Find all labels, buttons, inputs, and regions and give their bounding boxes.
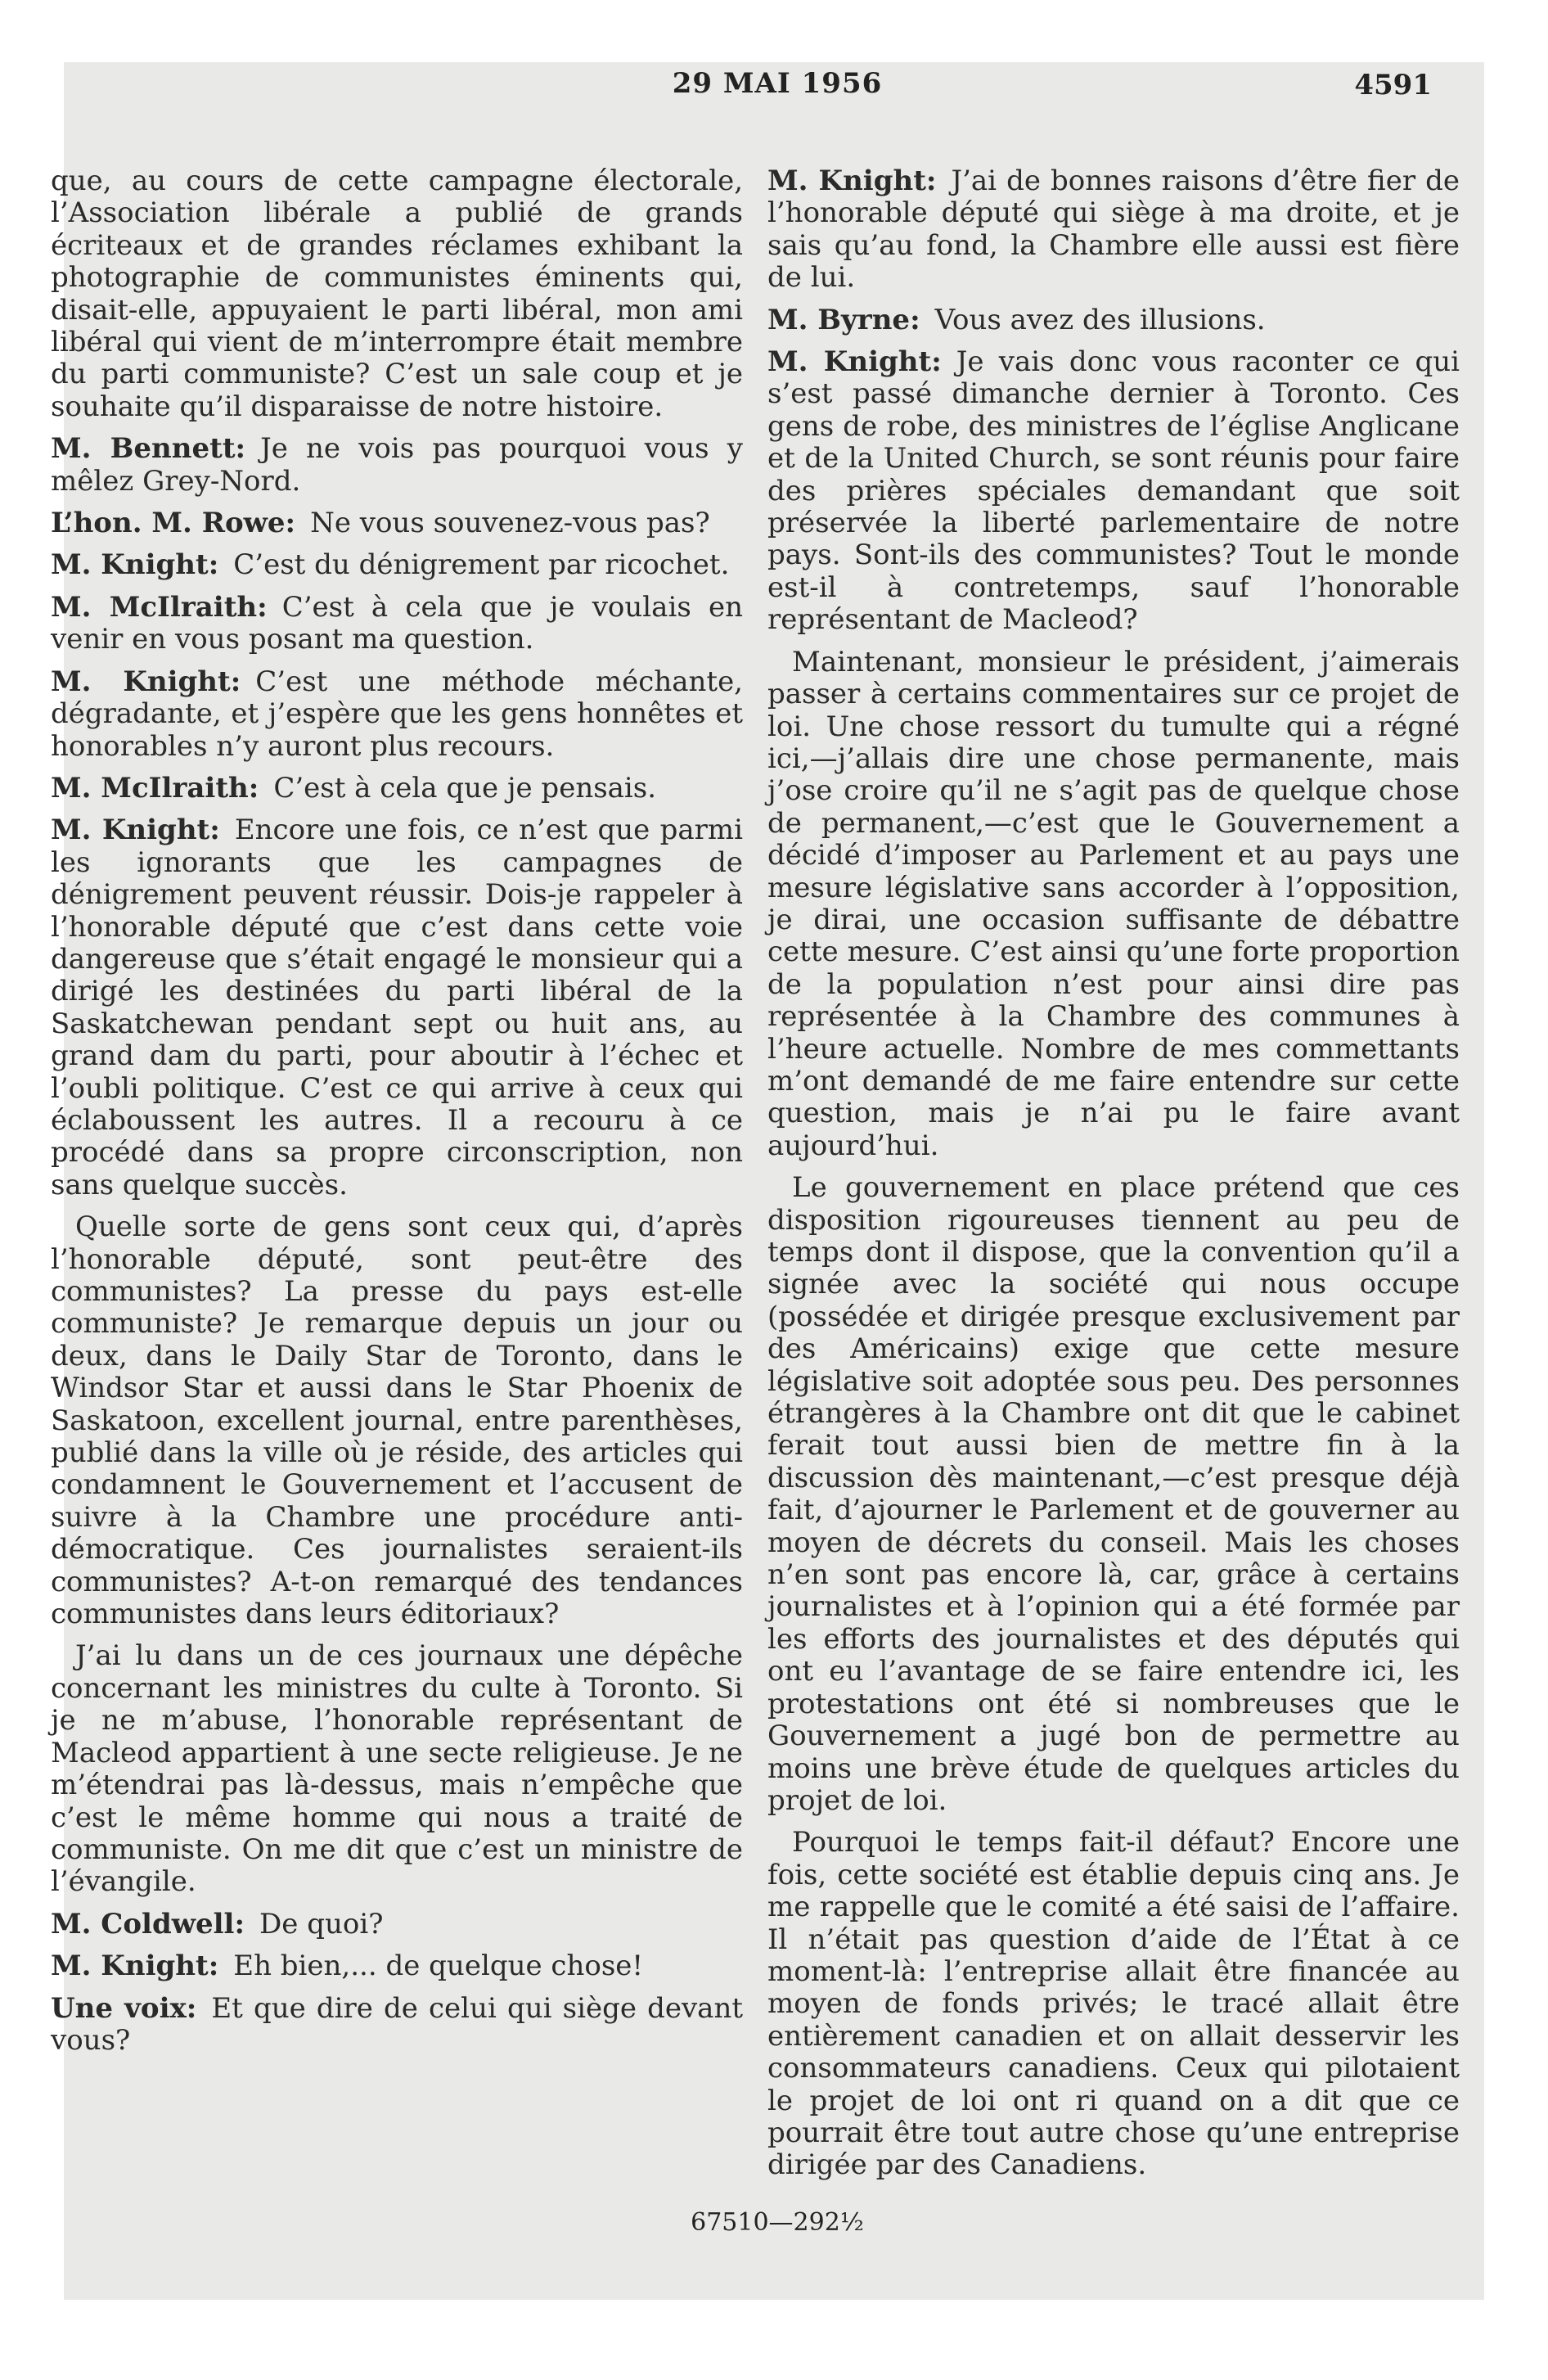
page-footer-code: 67510—292½	[691, 2208, 864, 2237]
speech-text: Eh bien,... de quelque chose!	[233, 1950, 644, 1983]
speech-text: Et que dire de celui qui siège devant vous?	[51, 1991, 744, 2057]
speech	[51, 549, 743, 581]
speaker-name: M. Bennett:	[51, 432, 246, 466]
paragraph-text: Pourquoi le temps fait-il défaut? Encore une fois, cette société est établie depuis cinq ans. Je me rappelle que le comité a été saisi de l’affaire. Il n’était pas question d’aide de l’État à ce moment-là: l’entreprise allait être financée au moyen de fonds privés; le tracé allait être entièrement canadien et on allait desservir les consommateurs canadiens. Ceux qui pilotaient le projet de loi ont ri quand on a dit que ce pourrait être tout autre chose qu’une entreprise dirigée par des Canadiens.	[767, 1826, 1460, 2182]
speech	[51, 507, 743, 539]
speech-text: Je vais donc vous raconter ce qui s’est passé dimanche dernier à Toronto. Ces gens de robe, des ministres de l’église Anglicane et de la United Church, se sont réunis pour faire des prières spéciales demandant que soit préservée la liberté parlementaire de notre pays. Sont-ils des communistes? Tout le monde est-il à contretemps, sauf l’honorable représentant de Macleod?	[767, 345, 1460, 637]
speaker-name: M. Knight:	[51, 665, 241, 698]
speech-text: De quoi?	[259, 1907, 384, 1941]
speech-text: Je ne vois pas pourquoi vous y mêlez Grey-Nord.	[51, 432, 743, 498]
speech	[51, 433, 743, 498]
speech	[767, 304, 1460, 336]
speech-text: C’est à cela que je voulais en venir en vous posant ma question.	[51, 590, 743, 656]
paragraph	[51, 1640, 743, 1898]
paragraph-text: Maintenant, monsieur le président, j’aimerais passer à certains commentaires sur ce projet de loi. Une chose ressort du tumulte qui a régné ici,—j’allais dire une chose permanente, mais j’ose croire qu’il ne s’agit pas de quelque chose de permanent,—c’est que le Gouvernement a décidé d’imposer au Parlement et au pays une mesure législative sans accorder à l’opposition, je dirai, une occasion suffisante de débattre cette mesure. C’est ainsi qu’une forte proportion de la population n’est pour ainsi dire pas représentée à la Chambre des communes à l’heure actuelle. Nombre de mes commettants m’ont demandé de me faire entendre sur cette question, mais je n’ai pu le faire avant aujourd’hui.	[767, 645, 1460, 1162]
paragraph-text: Quelle sorte de gens sont ceux qui, d’après l’honorable député, sont peut-être des communistes? La presse du pays est-elle communiste? Je remarque depuis un jour ou deux, dans le Daily Star de Toronto, dans le Windsor Star et aussi dans le Star Phoenix de Saskatoon, excellent journal, entre parenthèses, publié dans la ville où je réside, des articles qui condamnent le Gouvernement et l’accusent de suivre à la Chambre une procédure anti-démocratique. Ces journalistes seraient-ils communistes? A-t-on remarqué des tendances communistes dans leurs éditoriaux?	[51, 1210, 743, 1631]
paragraph	[767, 1827, 1460, 2181]
speech	[51, 1909, 743, 1941]
speaker-name: M. Knight:	[767, 345, 942, 379]
speech	[51, 666, 743, 763]
speaker-name: M. Coldwell:	[51, 1907, 245, 1941]
paragraph-text: Le gouvernement en place prétend que ces disposition rigoureuses tiennent au peu de temps dont il dispose, que la convention qu’il a signée avec la société qui nous occupe (possédée et dirigée presque exclusivement par des Américains) exige que cette mesure législative soit adoptée sous peu. Des personnes étrangères à la Chambre ont dit que le cabinet ferait tout aussi bien de mettre fin à la discussion dès maintenant,—c’est presque déjà fait, d’ajourner le Parlement et de gouverner au moyen de décrets du conseil. Mais les choses n’en sont pas encore là, car, grâce à certains journalistes et à l’opinion qui a été formée par les efforts des journalistes et des députés qui ont eu l’avantage de se faire entendre ici, les protestations ont été si nombreuses que le Gouvernement a jugé bon de permettre au moins une brève étude de quelques articles du projet de loi.	[767, 1171, 1460, 1817]
paragraph	[767, 647, 1460, 1163]
left-column	[51, 165, 743, 2067]
page-number: 4591	[1354, 69, 1432, 101]
speech	[51, 1993, 743, 2058]
speaker-name: M. McIlraith:	[51, 771, 259, 805]
right-column	[767, 165, 1460, 2192]
speech	[767, 165, 1460, 295]
paragraph	[51, 1211, 743, 1630]
page-date: 29 MAI 1956	[672, 67, 883, 100]
speaker-name: M. McIlraith:	[51, 590, 268, 624]
speech-text: Encore une fois, ce n’est que parmi les ignorants que les campagnes de dénigrement peuvent réussir. Dois-je rappeler à l’honorable député que c’est dans cette voie dangereuse que s’était engagé le monsieur qui a dirigé les destinées du parti libéral de la Saskatchewan pendant sept ou huit ans, au grand dam du parti, pour aboutir à l’échec et l’oubli politique. C’est ce qui arrive à ceux qui éclaboussent les autres. Il a recouru à ce procédé dans sa propre circonscription, non sans quelque succès.	[51, 814, 743, 1201]
speech	[51, 814, 743, 1201]
speaker-name: M. Byrne:	[767, 303, 920, 336]
speech-text: C’est à cela que je pensais.	[273, 771, 657, 805]
speech	[51, 1950, 743, 1982]
speaker-name: M. Knight:	[767, 165, 937, 197]
speech-text: J’ai de bonnes raisons d’être fier de l’honorable député qui siège à ma droite, et je sais qu’au fond, la Chambre elle aussi est fière de lui.	[767, 165, 1460, 295]
speech-text: Ne vous souvenez-vous pas?	[310, 507, 710, 540]
speaker-name: M. Knight:	[51, 814, 220, 847]
speaker-name: M. Knight:	[51, 548, 219, 582]
paragraph-text: J’ai lu dans un de ces journaux une dépêche concernant les ministres du culte à Toronto. Si je ne m’abuse, l’honorable représentant de Macleod appartient à une secte religieuse. Je ne m’étendrai pas là-dessus, mais n’empêche que c’est le même homme qui nous a traité de communiste. On me dit que c’est un ministre de l’évangile.	[51, 1639, 743, 1899]
speech	[51, 592, 743, 656]
speech	[51, 773, 743, 805]
speech-text: Vous avez des illusions.	[934, 303, 1266, 336]
speech-text: C’est du dénigrement par ricochet.	[233, 548, 730, 582]
paragraph	[51, 165, 743, 423]
speaker-name: M. Knight:	[51, 1950, 219, 1983]
speaker-name: Une voix:	[51, 1991, 197, 2025]
paragraph-text: que, au cours de cette campagne électorale, l’Association libérale a publié de grands écriteaux et de grandes réclames exhibant la photographie de communistes éminents qui, disait-elle, appuyaient le parti libéral, mon ami libéral qui vient de m’interrompre était membre du parti communiste? C’est un sale coup et je souhaite qu’il disparaisse de notre histoire.	[51, 165, 743, 423]
speaker-name: L’hon. M. Rowe:	[51, 507, 296, 540]
speech-text: C’est une méthode méchante, dégradante, et j’espère que les gens honnêtes et honorables n’y auront plus recours.	[51, 665, 743, 763]
paragraph	[767, 1172, 1460, 1817]
speech	[767, 346, 1460, 637]
